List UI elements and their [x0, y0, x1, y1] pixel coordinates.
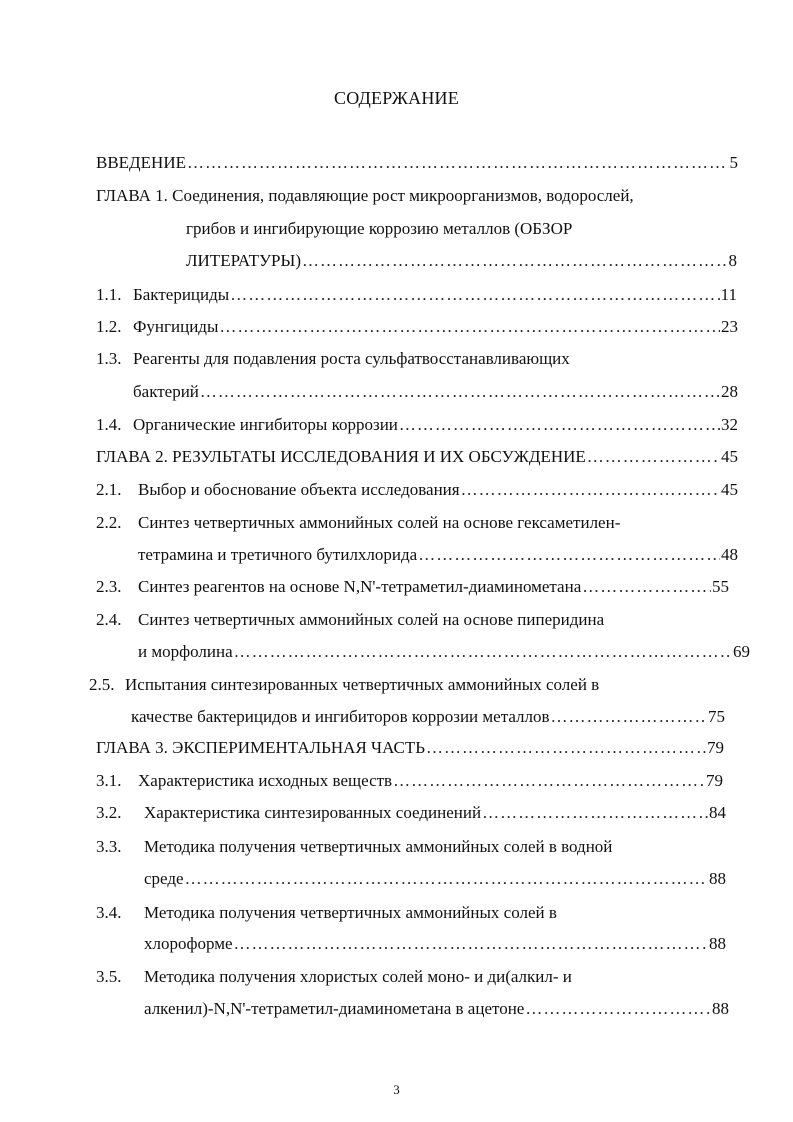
toc-entry-label: ЛИТЕРАТУРЫ): [186, 251, 301, 270]
leader-dots: [219, 316, 720, 338]
toc-entry-label: Характеристика исходных веществ: [138, 771, 393, 790]
toc-entry-label: и морфолина: [138, 642, 233, 661]
toc-entry-page: 32: [721, 415, 738, 434]
toc-entry: [138, 641, 750, 663]
toc-entry-number: 3.1.: [96, 771, 122, 790]
toc-entry-label: хлороформе: [144, 934, 233, 953]
toc-entry-label: среде: [144, 869, 184, 888]
toc-entry: [96, 414, 738, 436]
toc-entry: [96, 576, 729, 598]
toc-entry: [144, 933, 726, 955]
leader-dots: [587, 446, 720, 468]
toc-entry-label: Методика получения хлористых солей моно- и ди(алкил- и: [144, 967, 572, 986]
leader-dots: [302, 250, 728, 272]
toc-entry-label: Выбор и обоснование объекта исследования: [138, 480, 460, 499]
leader-dots: [482, 802, 708, 824]
leader-dots: [418, 544, 720, 566]
toc-entry: [133, 381, 738, 403]
toc-entry: [96, 446, 738, 468]
leader-dots: [582, 576, 711, 598]
toc-entry: [96, 770, 723, 792]
toc-entry-label: Органические ингибиторы коррозии: [133, 415, 398, 434]
toc-entry-number: 1.4.: [96, 415, 122, 434]
toc-entry-page: 28: [721, 382, 738, 401]
leader-dots: [185, 868, 708, 890]
toc-entry-number: 2.4.: [96, 610, 122, 629]
toc-entry-page: 88: [709, 869, 726, 888]
toc-entry-number: 1.3.: [96, 349, 122, 368]
page-title: СОДЕРЖАНИЕ: [334, 88, 459, 108]
toc-entry-label: бактерий: [133, 382, 199, 401]
toc-entry-number: 2.5.: [89, 675, 115, 694]
toc-entry-label: Испытания синтезированных четвертичных аммонийных солей в: [125, 675, 600, 694]
toc-entry-number: 1.1.: [96, 285, 122, 304]
toc-entry: [96, 902, 736, 924]
toc-entry: [186, 250, 737, 272]
toc-entry: [144, 868, 726, 890]
leader-dots: [200, 381, 720, 403]
toc-entry-label: Синтез реагентов на основе N,N'-тетраметил-диаминометана: [138, 577, 582, 596]
toc-entry: [96, 316, 738, 338]
toc-entry-label: Синтез четвертичных аммонийных солей на основе пиперидина: [138, 610, 605, 629]
toc-entry-label: ГЛАВА 1. Соединения, подавляющие рост микроорганизмов, водорослей,: [96, 186, 634, 205]
toc-entry-label: Методика получения четвертичных аммонийных солей в водной: [144, 837, 613, 856]
leader-dots: [187, 152, 729, 174]
page-number: 3: [393, 1082, 400, 1097]
toc-entry-label: ГЛАВА 2. РЕЗУЛЬТАТЫ ИССЛЕДОВАНИЯ И ИХ ОБСУЖДЕНИЕ: [96, 447, 586, 466]
toc-entry-page: 88: [709, 934, 726, 953]
toc-entry-page: 45: [721, 480, 738, 499]
toc-entry-label: Фунгициды: [133, 317, 219, 336]
toc-entry: [96, 479, 738, 501]
toc-entry-page: 79: [707, 738, 724, 757]
toc-entry: [96, 152, 738, 174]
leader-dots: [525, 998, 711, 1020]
toc-entry-number: 1.2.: [96, 317, 122, 336]
leader-dots: [399, 414, 720, 436]
leader-dots: [234, 641, 732, 663]
toc-entry-page: 23: [721, 317, 738, 336]
toc-entry-number: 3.5.: [96, 967, 122, 986]
toc-entry: [96, 802, 726, 824]
toc-entry-page: 88: [712, 999, 729, 1018]
leader-dots: [393, 770, 705, 792]
leader-dots: [234, 933, 708, 955]
toc-entry: [96, 836, 736, 858]
toc-entry: [96, 185, 756, 207]
toc-entry-label: Методика получения четвертичных аммонийных солей в: [144, 903, 557, 922]
toc-entry-label: Реагенты для подавления роста сульфатвосстанавливающих: [133, 349, 570, 368]
toc-entry: [96, 348, 736, 370]
toc-entry: [96, 737, 724, 759]
toc-entry-page: 11: [720, 285, 737, 304]
toc-entry-page: 48: [721, 545, 738, 564]
leader-dots: [426, 737, 706, 759]
toc-entry-page: 8: [728, 251, 737, 270]
toc-entry-page: 69: [733, 642, 750, 661]
toc-entry-number: 2.2.: [96, 513, 122, 532]
toc-entry: [96, 966, 736, 988]
toc-entry: [186, 218, 746, 240]
toc-entry-page: 75: [708, 707, 725, 726]
toc-entry-page: 79: [706, 771, 723, 790]
toc-entry-label: алкенил)-N,N'-тетраметил-диаминометана в ацетоне: [144, 999, 525, 1018]
toc-entry-page: 84: [709, 803, 726, 822]
toc-entry-label: ВВЕДЕНИЕ: [96, 153, 186, 172]
toc-entry-page: 5: [729, 153, 738, 172]
toc-entry: [131, 706, 725, 728]
toc-entry: [96, 609, 746, 631]
toc-entry-number: 3.3.: [96, 837, 122, 856]
toc-entry-label: грибов и ингибирующие коррозию металлов (ОБЗОР: [186, 219, 573, 238]
toc-entry-label: Бактерициды: [133, 285, 230, 304]
toc-entry-number: 3.4.: [96, 903, 122, 922]
toc-entry-number: 2.1.: [96, 480, 122, 499]
leader-dots: [551, 706, 707, 728]
toc-entry-number: 3.2.: [96, 803, 122, 822]
leader-dots: [461, 479, 720, 501]
toc-entry-label: качестве бактерицидов и ингибиторов коррозии металлов: [131, 707, 550, 726]
toc-entry: [89, 674, 749, 696]
toc-entry: [144, 998, 729, 1020]
toc-entry: [138, 544, 738, 566]
toc-entry-page: 55: [712, 577, 729, 596]
toc-entry-number: 2.3.: [96, 577, 122, 596]
toc-entry: [96, 512, 746, 534]
toc-entry: [96, 284, 737, 306]
toc-entry-label: Характеристика синтезированных соединений: [144, 803, 482, 822]
leader-dots: [230, 284, 719, 306]
toc-entry-label: тетрамина и третичного бутилхлорида: [138, 545, 418, 564]
toc-entry-label: Синтез четвертичных аммонийных солей на основе гексаметилен-: [138, 513, 621, 532]
toc-entry-page: 45: [721, 447, 738, 466]
toc-entry-label: ГЛАВА 3. ЭКСПЕРИМЕНТАЛЬНАЯ ЧАСТЬ: [96, 738, 426, 757]
